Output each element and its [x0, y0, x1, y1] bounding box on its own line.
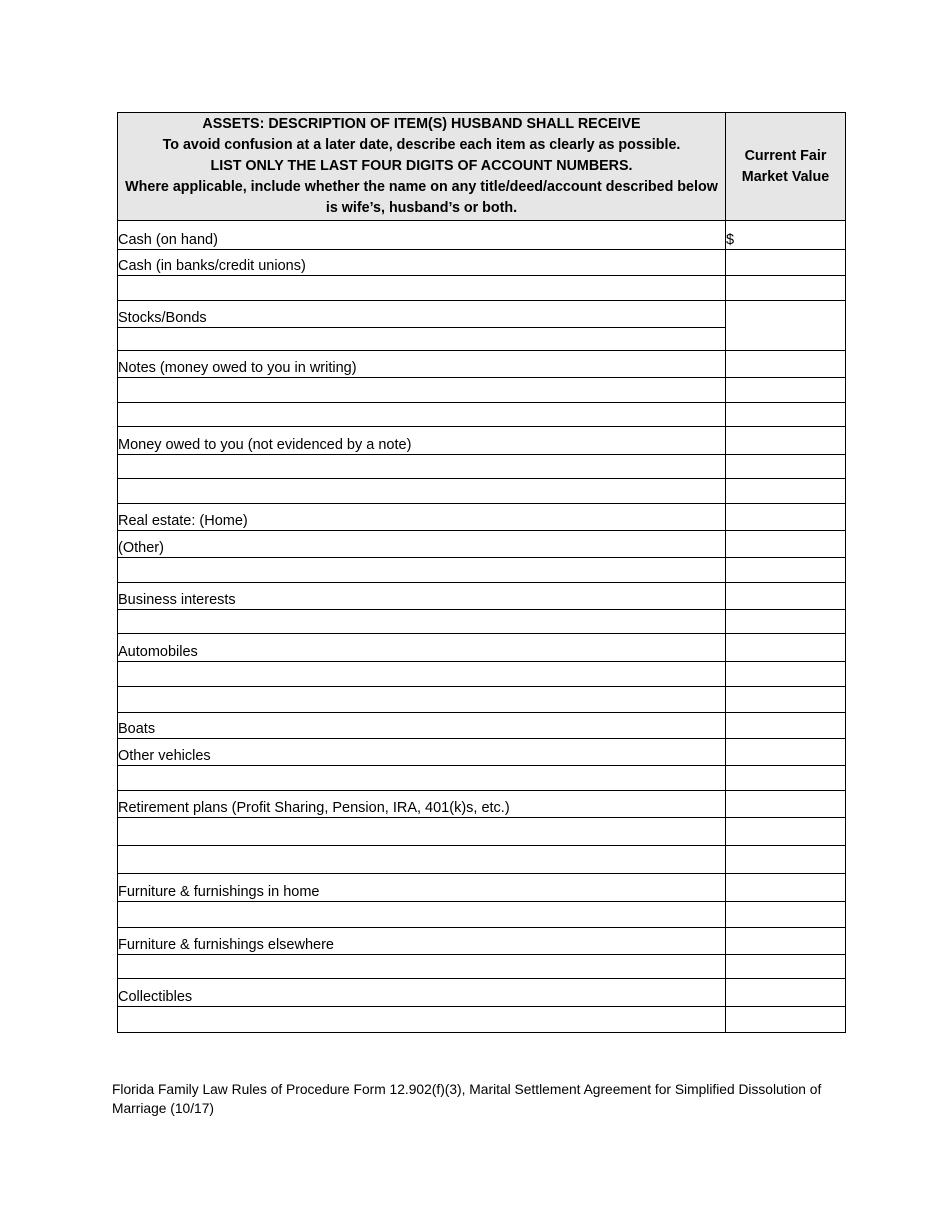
market-value-cell[interactable]	[726, 739, 846, 766]
asset-description-cell[interactable]: Cash (in banks/credit unions)	[118, 250, 726, 276]
asset-description-cell[interactable]: Collectibles	[118, 979, 726, 1007]
table-row	[118, 455, 846, 479]
market-value-cell[interactable]	[726, 687, 846, 713]
table-row	[118, 713, 846, 739]
table-row	[118, 955, 846, 979]
asset-description-cell[interactable]: Notes (money owed to you in writing)	[118, 351, 726, 378]
table-row	[118, 1007, 846, 1033]
market-value-cell[interactable]	[726, 955, 846, 979]
market-value-cell[interactable]: $	[726, 221, 846, 250]
table-row	[118, 301, 846, 328]
asset-description-cell[interactable]: Retirement plans (Profit Sharing, Pension, IRA, 401(k)s, etc.)	[118, 791, 726, 818]
table-row	[118, 221, 846, 250]
asset-description-cell[interactable]: Real estate: (Home)	[118, 504, 726, 531]
asset-description-cell[interactable]: Automobiles	[118, 634, 726, 662]
market-value-cell[interactable]	[726, 818, 846, 846]
asset-description-cell[interactable]: Stocks/Bonds	[118, 301, 726, 328]
header-instruction: To avoid confusion at a later date, describe each item as clearly as possible.	[162, 137, 681, 153]
asset-description-cell[interactable]	[118, 662, 726, 687]
market-value-cell[interactable]	[726, 403, 846, 427]
table-row	[118, 818, 846, 846]
table-row	[118, 634, 846, 662]
table-row	[118, 403, 846, 427]
asset-description-cell[interactable]	[118, 846, 726, 874]
market-value-cell[interactable]	[726, 351, 846, 378]
market-value-cell[interactable]	[726, 250, 846, 276]
market-value-cell[interactable]	[726, 791, 846, 818]
table-row	[118, 558, 846, 583]
market-value-cell[interactable]	[726, 662, 846, 687]
market-value-cell[interactable]	[726, 276, 846, 301]
form-footer: Florida Family Law Rules of Procedure Form 12.902(f)(3), Marital Settlement Agreement for Simplified Dissolution of Marriage (10/17)	[112, 1082, 822, 1116]
market-value-cell[interactable]	[726, 979, 846, 1007]
description-column-header	[118, 113, 726, 221]
table-row	[118, 276, 846, 301]
market-value-cell[interactable]	[726, 634, 846, 662]
market-value-cell[interactable]	[726, 874, 846, 902]
asset-description-cell[interactable]: Furniture & furnishings elsewhere	[118, 928, 726, 955]
asset-description-cell[interactable]: Boats	[118, 713, 726, 739]
table-row	[118, 662, 846, 687]
market-value-cell[interactable]	[726, 583, 846, 610]
table-row	[118, 250, 846, 276]
table-row	[118, 791, 846, 818]
table-row	[118, 378, 846, 403]
asset-description-cell[interactable]	[118, 902, 726, 928]
market-value-cell[interactable]	[726, 558, 846, 583]
asset-description-cell[interactable]: Other vehicles	[118, 739, 726, 766]
market-value-cell[interactable]	[726, 378, 846, 403]
market-value-cell[interactable]	[726, 427, 846, 455]
table-row	[118, 739, 846, 766]
table-header-row	[118, 113, 846, 221]
table-row	[118, 479, 846, 504]
asset-description-cell[interactable]	[118, 955, 726, 979]
value-header-line-2: Market Value	[741, 168, 830, 185]
market-value-cell[interactable]	[726, 301, 846, 351]
asset-description-cell[interactable]	[118, 479, 726, 504]
market-value-cell[interactable]	[726, 928, 846, 955]
asset-description-cell[interactable]: Cash (on hand)	[118, 221, 726, 250]
asset-description-cell[interactable]	[118, 276, 726, 301]
market-value-cell[interactable]	[726, 504, 846, 531]
table-row	[118, 583, 846, 610]
asset-description-cell[interactable]	[118, 403, 726, 427]
market-value-cell[interactable]	[726, 902, 846, 928]
assets-table	[117, 112, 846, 1033]
table-row	[118, 874, 846, 902]
asset-description-cell[interactable]	[118, 455, 726, 479]
assets-table-body	[118, 221, 846, 1033]
asset-description-cell[interactable]	[118, 378, 726, 403]
table-row	[118, 427, 846, 455]
asset-description-cell[interactable]: Money owed to you (not evidenced by a note)	[118, 427, 726, 455]
header-ownership-note: Where applicable, include whether the name on any title/deed/account described below is wife’s, husband’s or both.	[125, 179, 718, 216]
value-column-header	[726, 113, 846, 221]
market-value-cell[interactable]	[726, 1007, 846, 1033]
table-row	[118, 687, 846, 713]
asset-description-cell[interactable]	[118, 818, 726, 846]
market-value-cell[interactable]	[726, 455, 846, 479]
market-value-cell[interactable]	[726, 479, 846, 504]
table-row	[118, 531, 846, 558]
asset-description-cell[interactable]	[118, 1007, 726, 1033]
header-account-note: LIST ONLY THE LAST FOUR DIGITS OF ACCOUNT NUMBERS.	[210, 158, 633, 174]
market-value-cell[interactable]	[726, 713, 846, 739]
asset-description-cell[interactable]: Business interests	[118, 583, 726, 610]
market-value-cell[interactable]	[726, 610, 846, 634]
table-row	[118, 351, 846, 378]
table-row	[118, 902, 846, 928]
asset-description-cell[interactable]: Furniture & furnishings in home	[118, 874, 726, 902]
table-row	[118, 610, 846, 634]
asset-description-cell[interactable]	[118, 328, 726, 351]
table-row	[118, 504, 846, 531]
table-row	[118, 979, 846, 1007]
market-value-cell[interactable]	[726, 531, 846, 558]
asset-description-cell[interactable]	[118, 766, 726, 791]
asset-description-cell[interactable]: (Other)	[118, 531, 726, 558]
table-row	[118, 928, 846, 955]
value-header-line-1: Current Fair	[744, 147, 827, 164]
asset-description-cell[interactable]	[118, 558, 726, 583]
asset-description-cell[interactable]	[118, 687, 726, 713]
header-title: ASSETS: DESCRIPTION OF ITEM(S) HUSBAND SHALL RECEIVE	[202, 116, 641, 132]
table-row	[118, 766, 846, 791]
asset-description-cell[interactable]	[118, 610, 726, 634]
market-value-cell[interactable]	[726, 846, 846, 874]
table-row	[118, 846, 846, 874]
market-value-cell[interactable]	[726, 766, 846, 791]
